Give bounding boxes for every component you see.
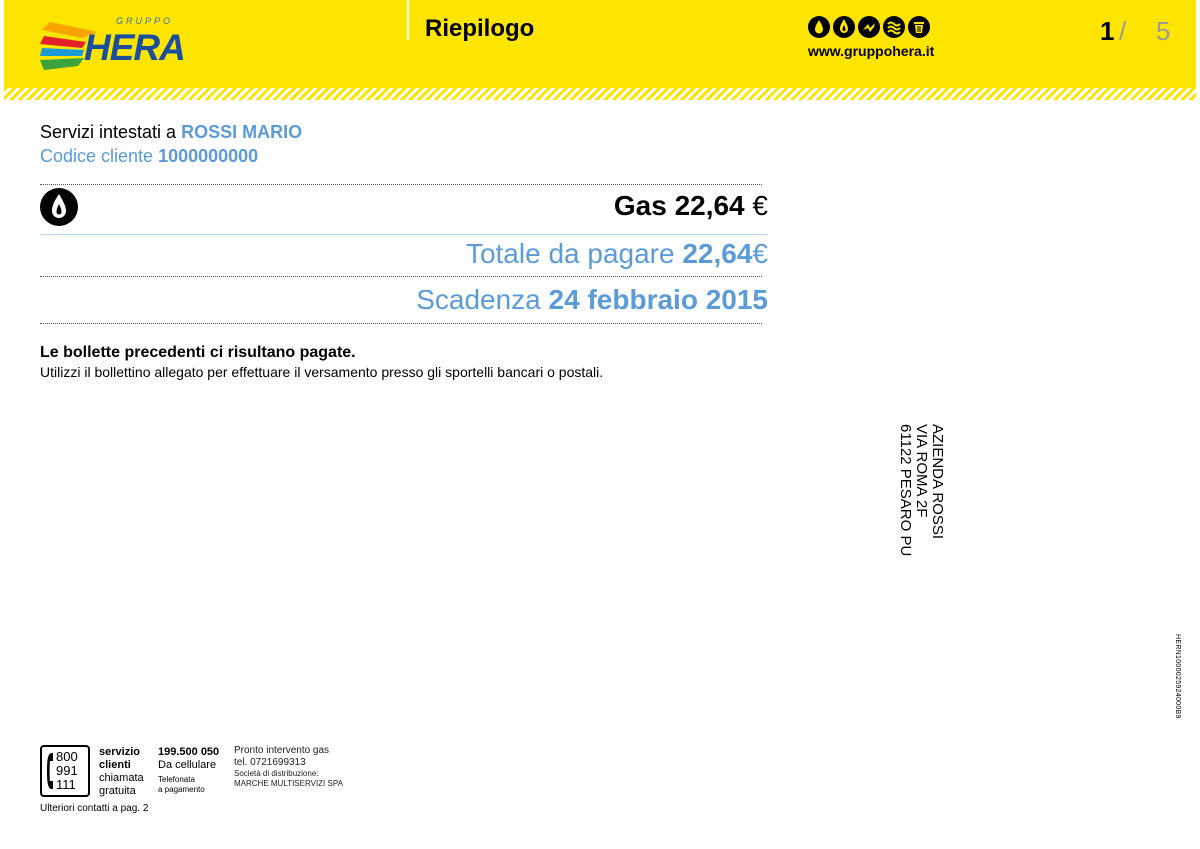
page-number-separator: / (1119, 16, 1127, 46)
gratuita-text: gratuita (99, 785, 136, 797)
service-icons-group (808, 16, 930, 38)
chiamata-text: chiamata (99, 772, 144, 784)
toll-free-part-1: 800 (56, 749, 78, 764)
emergency-contact (234, 745, 343, 789)
toll-free-number (56, 750, 78, 792)
totale-amount: 22,64 (682, 238, 753, 269)
scadenza-date: 24 febbraio 2015 (548, 284, 768, 315)
address-line-2: VIA ROMA 2F (913, 424, 930, 518)
address-line-1: AZIENDA ROSSI (929, 424, 946, 540)
mobile-note-1: Telefonata (158, 775, 195, 784)
gas-flame-icon (40, 188, 78, 226)
document-id-code: HERN1000025924000B9 (1174, 634, 1181, 719)
pronto-label: Pronto intervento gas (234, 745, 330, 756)
servizio-clienti-label (99, 746, 144, 798)
gas-label: Gas (613, 190, 667, 221)
due-date-line (416, 284, 768, 316)
address-line-3: 61122 PESARO PU (897, 424, 914, 557)
totale-label: Totale da pagare (465, 238, 675, 269)
dotted-divider (40, 276, 762, 277)
water-drop-icon (808, 16, 830, 38)
page-number-total: 5 (1156, 16, 1171, 46)
codice-label: Codice cliente (40, 146, 154, 166)
header-hatch-border (4, 88, 1196, 100)
header-divider (407, 0, 409, 40)
gas-amount-line (614, 190, 768, 222)
mobile-label: Da cellulare (158, 759, 217, 771)
page-title: Riepilogo (425, 15, 535, 42)
toll-free-badge (40, 745, 90, 797)
electricity-icon (858, 16, 880, 38)
customer-codice (40, 146, 258, 167)
waste-bin-icon (908, 16, 930, 38)
website-link[interactable]: www.gruppohera.it (808, 43, 935, 59)
district-heating-icon (883, 16, 905, 38)
scadenza-label: Scadenza (416, 284, 541, 315)
customer-name: ROSSI MARIO (181, 122, 303, 142)
customer-codice-value: 1000000000 (158, 146, 259, 166)
blue-divider (40, 234, 768, 235)
dotted-divider (40, 184, 762, 185)
further-contacts-note: Ulteriori contatti a pag. 2 (40, 803, 149, 814)
customer-intestati (40, 122, 302, 143)
mobile-contact (158, 746, 219, 795)
toll-free-part-2: 991 (56, 763, 78, 778)
mobile-note-2: a pagamento (158, 785, 205, 794)
gas-currency: € (752, 190, 768, 221)
logo-gruppo-text: GRUPPO (116, 16, 174, 26)
distrib-name: MARCHE MULTISERVIZI SPA (234, 779, 343, 788)
gas-flame-icon (833, 16, 855, 38)
dotted-divider (40, 323, 762, 324)
pronto-tel: tel. 0721699313 (234, 757, 306, 768)
totale-currency: € (752, 238, 768, 269)
notice-heading: Le bollette precedenti ci risultano pagate. (40, 344, 356, 361)
notice-text: Utilizzi il bollettino allegato per effettuare il versamento presso gli sportelli bancari o postali. (40, 364, 604, 380)
intestati-label: Servizi intestati a (40, 122, 177, 142)
logo-brand-text: HERA (84, 27, 185, 68)
gas-amount: 22,64 (674, 190, 745, 221)
total-amount-line (466, 238, 768, 270)
recipient-address (897, 424, 945, 556)
toll-free-part-3: 111 (56, 777, 76, 792)
distrib-label: Società di distribuzione: (234, 769, 319, 778)
servizio-text: servizio (99, 746, 140, 758)
clienti-text: clienti (99, 759, 131, 771)
phone-handset-icon (45, 751, 55, 791)
page-number-current: 1 (1100, 16, 1115, 46)
mobile-number: 199.500 050 (158, 746, 220, 758)
